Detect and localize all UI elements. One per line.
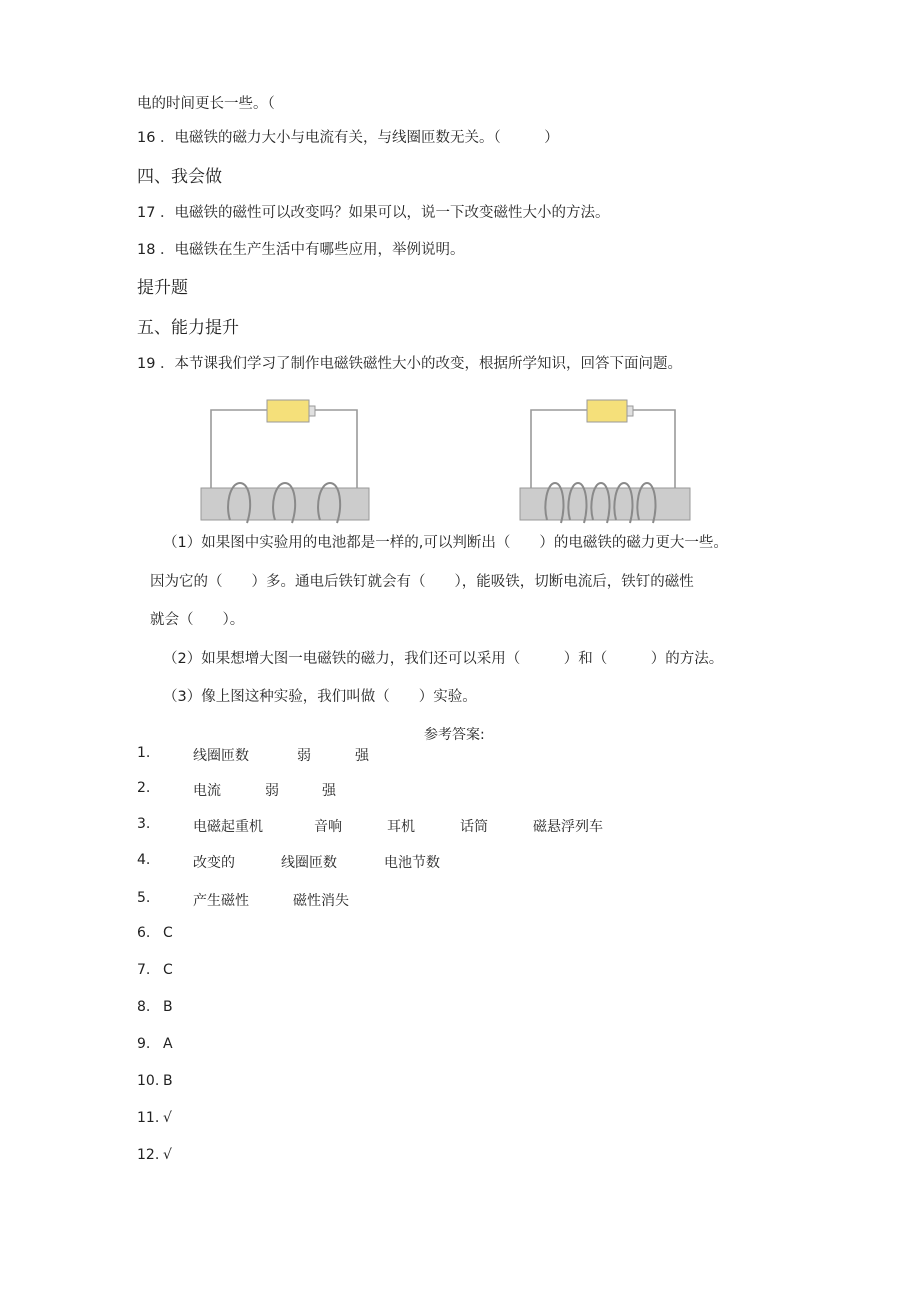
answer-row <box>0 925 900 945</box>
subquestion-1-line-1: （1）如果图中实验用的电池都是一样的,可以判断出（ ）的电磁铁的磁力更大一些。 <box>163 535 728 551</box>
answer-row <box>0 852 900 872</box>
answer-number: 9. <box>137 1036 151 1052</box>
electromagnet-diagram-2 <box>515 395 700 530</box>
subquestion-2: （2）如果想增大图一电磁铁的磁力，我们还可以采用（ ）和（ ）的方法。 <box>163 651 724 667</box>
answer-number: 10. <box>137 1073 160 1089</box>
answer-number: 1. <box>137 745 151 761</box>
answer-row <box>0 1036 900 1056</box>
answer-item: √ <box>163 1110 172 1126</box>
answer-row <box>0 816 900 836</box>
answer-item: 话筒 <box>460 819 488 835</box>
answers-title: 参考答案: <box>424 727 485 743</box>
answer-item: B <box>163 999 173 1015</box>
electromagnet-diagram-1 <box>195 395 385 530</box>
section-5-heading: 五、能力提升 <box>137 318 239 338</box>
answer-item: √ <box>163 1147 172 1163</box>
answer-number: 5. <box>137 890 151 906</box>
question-19: 19 ．本节课我们学习了制作电磁铁磁性大小的改变，根据所学知识，回答下面问题。 <box>137 356 683 372</box>
answer-row <box>0 1110 900 1130</box>
answer-item: C <box>163 962 173 978</box>
answer-row <box>0 1147 900 1167</box>
answer-item: C <box>163 925 173 941</box>
answer-number: 8. <box>137 999 151 1015</box>
question-15-tail: 电的时间更长一些。（ <box>137 96 275 112</box>
answer-row <box>0 780 900 800</box>
answer-item: 磁悬浮列车 <box>533 819 603 835</box>
advanced-heading: 提升题 <box>137 278 188 298</box>
battery <box>267 400 309 422</box>
answer-item: 弱 <box>297 748 311 764</box>
answer-number: 3. <box>137 816 151 832</box>
subquestion-1-line-2: 因为它的（ ）多。通电后铁钉就会有（ ），能吸铁，切断电流后，铁钉的磁性 <box>150 574 694 590</box>
answer-number: 7. <box>137 962 151 978</box>
answer-item: 强 <box>355 748 369 764</box>
battery-terminal <box>309 406 315 416</box>
answer-item: 产生磁性 <box>193 893 249 909</box>
answer-item: 线圈匝数 <box>193 748 249 764</box>
answer-row <box>0 999 900 1019</box>
answer-number: 4. <box>137 852 151 868</box>
answer-number: 6. <box>137 925 151 941</box>
answer-row <box>0 890 900 910</box>
subquestion-1-line-3: 就会（ ）。 <box>150 612 245 628</box>
answer-number: 12. <box>137 1147 160 1163</box>
answer-number: 11. <box>137 1110 160 1126</box>
answer-item: 强 <box>322 783 336 799</box>
answer-item: 耳机 <box>387 819 415 835</box>
question-18: 18 ．电磁铁在生产生活中有哪些应用，举例说明。 <box>137 242 465 258</box>
answer-item: 电磁起重机 <box>193 819 263 835</box>
answer-row <box>0 745 900 765</box>
answer-item: 线圈匝数 <box>281 855 337 871</box>
battery <box>587 400 627 422</box>
answer-item: 弱 <box>265 783 279 799</box>
answer-item: 电池节数 <box>384 855 440 871</box>
answer-item: 改变的 <box>193 855 235 871</box>
answer-row <box>0 1073 900 1093</box>
question-17: 17 ．电磁铁的磁性可以改变吗？如果可以，说一下改变磁性大小的方法。 <box>137 205 610 221</box>
answer-item: 电流 <box>193 783 221 799</box>
answer-item: A <box>163 1036 173 1052</box>
answer-row <box>0 962 900 982</box>
answer-item: B <box>163 1073 173 1089</box>
section-4-heading: 四、我会做 <box>137 167 222 187</box>
subquestion-3: （3）像上图这种实验，我们叫做（ ）实验。 <box>163 689 477 705</box>
question-16: 16 ．电磁铁的磁力大小与电流有关，与线圈匝数无关。（ ） <box>137 130 559 146</box>
battery-terminal <box>627 406 633 416</box>
core-nail <box>201 488 369 520</box>
answer-item: 音响 <box>314 819 342 835</box>
answer-number: 2. <box>137 780 151 796</box>
answer-item: 磁性消失 <box>293 893 349 909</box>
